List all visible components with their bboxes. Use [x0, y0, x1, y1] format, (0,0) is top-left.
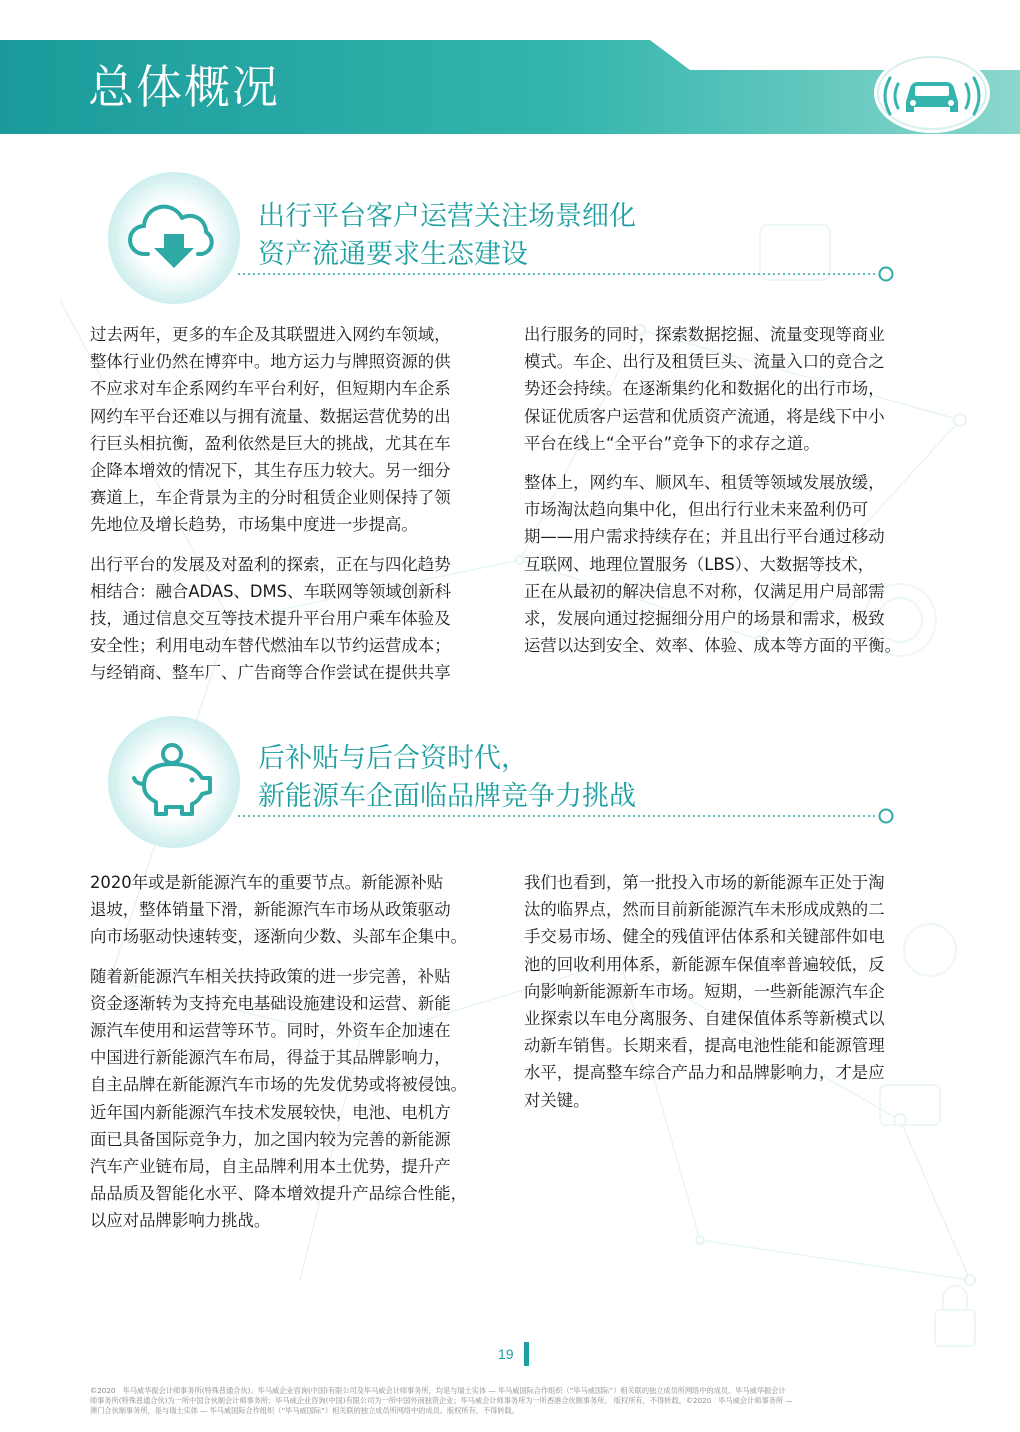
text-line: 运营以达到安全、效率、体验、成本等方面的平衡。: [524, 636, 901, 656]
paragraph: [90, 321, 502, 539]
text-line: 求，发展向通过挖掘细分用户的场景和需求，极致: [524, 609, 885, 629]
text-line: 企降本增效的情况下，其生存压力较大。另一细分: [90, 461, 451, 481]
section-heading-2-line-1: 后补贴与后合资时代，: [258, 743, 528, 774]
text-line: 出行服务的同时，探索数据挖掘、流量变现等商业: [524, 325, 885, 344]
text-line: 品品质及智能化水平、降本增效提升产品综合性能，: [90, 1184, 467, 1204]
text-line: 2020年或是新能源汽车的重要节点。新能源补贴: [90, 873, 444, 892]
page-number: 19: [498, 1346, 514, 1362]
page-number-bar: [524, 1342, 529, 1366]
text-line: 势还会持续。在逐渐集约化和数据化的出行市场，: [524, 379, 885, 399]
text-line: 先地位及增长趋势，市场集中度进一步提高。: [90, 515, 418, 535]
paragraph: [90, 963, 502, 1235]
heading-divider-1: [238, 264, 898, 284]
text-line: 面已具备国际竞争力，加之国内较为完善的新能源: [90, 1129, 451, 1149]
text-line: 我们也看到，第一批投入市场的新能源车正处于淘: [524, 873, 885, 892]
text-line: 向影响新能源新车市场。短期，一些新能源汽车企: [524, 981, 885, 1001]
text-line: 近年国内新能源汽车技术发展较快，电池、电机方: [90, 1102, 451, 1122]
car-signal-icon: [866, 50, 998, 136]
section-heading-2: [258, 740, 636, 816]
text-line: 出行平台的发展及对盈利的探索，正在与四化趋势: [90, 554, 451, 574]
text-line: 源汽车使用和运营等环节。同时，外资车企加速在: [90, 1021, 451, 1041]
text-line: 资金逐渐转为支持充电基础设施建设和运营、新能: [90, 993, 451, 1013]
section-1-left-column: [90, 321, 502, 699]
text-line: 不应求对车企系网约车平台利好，但短期内车企系: [90, 379, 451, 399]
text-line: 市场淘汰趋向集中化，但出行行业未来盈利仍可: [524, 500, 869, 520]
text-line: 平台在线上“全平台”竞争下的求存之道。: [524, 433, 820, 453]
text-line: 向市场驱动快速转变，逐渐向少数、头部车企集中。: [90, 927, 467, 947]
paragraph: [90, 869, 502, 951]
text-line: 退坡，整体销量下滑，新能源汽车市场从政策驱动: [90, 900, 451, 920]
legal-line: 师事务所(特殊普通合伙)为一所中国合伙制会计师事务所；毕马威企业咨询(中国)有限公司为一所中国外商独资企业；毕马威会计师事务所为一所香港合伙制事务所。 版权所有，不得转载。©2020 毕马威会计师事务所 —: [90, 1396, 793, 1405]
paragraph: [524, 869, 936, 1114]
section-heading-2-line-2: 新能源车企面临品牌竞争力挑战: [258, 781, 636, 812]
text-line: 中国进行新能源汽车布局，得益于其品牌影响力，: [90, 1048, 451, 1068]
section-heading-1-line-1: 出行平台客户运营关注场景细化: [258, 201, 636, 232]
text-line: 期——用户需求持续存在；并且出行平台通过移动: [524, 527, 885, 547]
text-line: 整体行业仍然在博弈中。地方运力与牌照资源的供: [90, 352, 451, 372]
paragraph: [524, 321, 936, 457]
text-line: 过去两年，更多的车企及其联盟进入网约车领域，: [90, 325, 451, 344]
text-line: 保证优质客户运营和优质资产流通，将是线下中小: [524, 406, 885, 426]
text-line: 自主品牌在新能源汽车市场的先发优势或将被侵蚀。: [90, 1075, 467, 1095]
legal-line: ©2020 毕马威华振会计师事务所(特殊普通合伙)、毕马威企业咨询(中国)有限公司及毕马威会计师事务所，均是与瑞士实体 — 毕马威国际合作组织（“毕马威国际”）相关联的独立成员所网络中的成员。毕马威华振会计: [90, 1386, 786, 1395]
text-line: 行巨头相抗衡，盈利依然是巨大的挑战，尤其在车: [90, 433, 451, 453]
text-line: 随着新能源汽车相关扶持政策的进一步完善，补贴: [90, 966, 451, 986]
page-title: 总体概况: [88, 60, 280, 114]
heading-divider-2: [238, 806, 898, 826]
text-line: 正在从最初的解决信息不对称，仅满足用户局部需: [524, 581, 885, 601]
text-line: 与经销商、整车厂、广告商等合作尝试在提供共享: [90, 663, 451, 683]
text-line: 汽车产业链布局，自主品牌利用本土优势，提升产: [90, 1157, 451, 1177]
section-2-right-column: [524, 869, 936, 1126]
paragraph: [524, 469, 936, 659]
text-line: 水平，提高整车综合产品力和品牌影响力，才是应: [524, 1063, 885, 1083]
text-line: 赛道上，车企背景为主的分时租赁企业则保持了领: [90, 488, 451, 508]
text-line: 对关键。: [524, 1090, 590, 1110]
text-line: 相结合：融合ADAS、DMS、车联网等领域创新科: [90, 581, 451, 601]
text-line: 手交易市场、健全的残值评估体系和关键部件如电: [524, 927, 885, 947]
text-line: 业探索以车电分离服务、自建保值体系等新模式以: [524, 1009, 885, 1029]
text-line: 汰的临界点，然而目前新能源汽车未形成成熟的二: [524, 900, 885, 920]
section-2-left-column: [90, 869, 502, 1247]
text-line: 网约车平台还难以与拥有流量、数据运营优势的出: [90, 406, 451, 426]
text-line: 安全性；利用电动车替代燃油车以节约运营成本；: [90, 636, 451, 656]
text-line: 池的回收利用体系，新能源车保值率普遍较低，反: [524, 954, 885, 974]
legal-line: 澳门合伙制事务所，是与瑞士实体 — 毕马威国际合作组织（“毕马威国际”）相关联的独立成员所网络中的成员。版权所有，不得转载。: [90, 1406, 519, 1415]
piggy-bank-icon: [104, 712, 244, 852]
section-heading-1-line-2: 资产流通要求生态建设: [258, 239, 528, 270]
text-line: 整体上，网约车、顺风车、租赁等领域发展放缓，: [524, 473, 885, 493]
text-line: 互联网、地理位置服务（LBS）、大数据等技术，: [524, 554, 875, 574]
section-1-right-column: [524, 321, 936, 671]
text-line: 以应对品牌影响力挑战。: [90, 1211, 271, 1231]
text-line: 技，通过信息交互等技术提升平台用户乘车体验及: [90, 609, 451, 629]
text-line: 模式。车企、出行及租赁巨头、流量入口的竞合之: [524, 352, 885, 372]
paragraph: [90, 551, 502, 687]
text-line: 动新车销售。长期来看，提高电池性能和能源管理: [524, 1036, 885, 1056]
footer-legal-notice: [90, 1386, 930, 1416]
cloud-download-icon: [104, 168, 244, 308]
section-heading-1: [258, 198, 636, 274]
